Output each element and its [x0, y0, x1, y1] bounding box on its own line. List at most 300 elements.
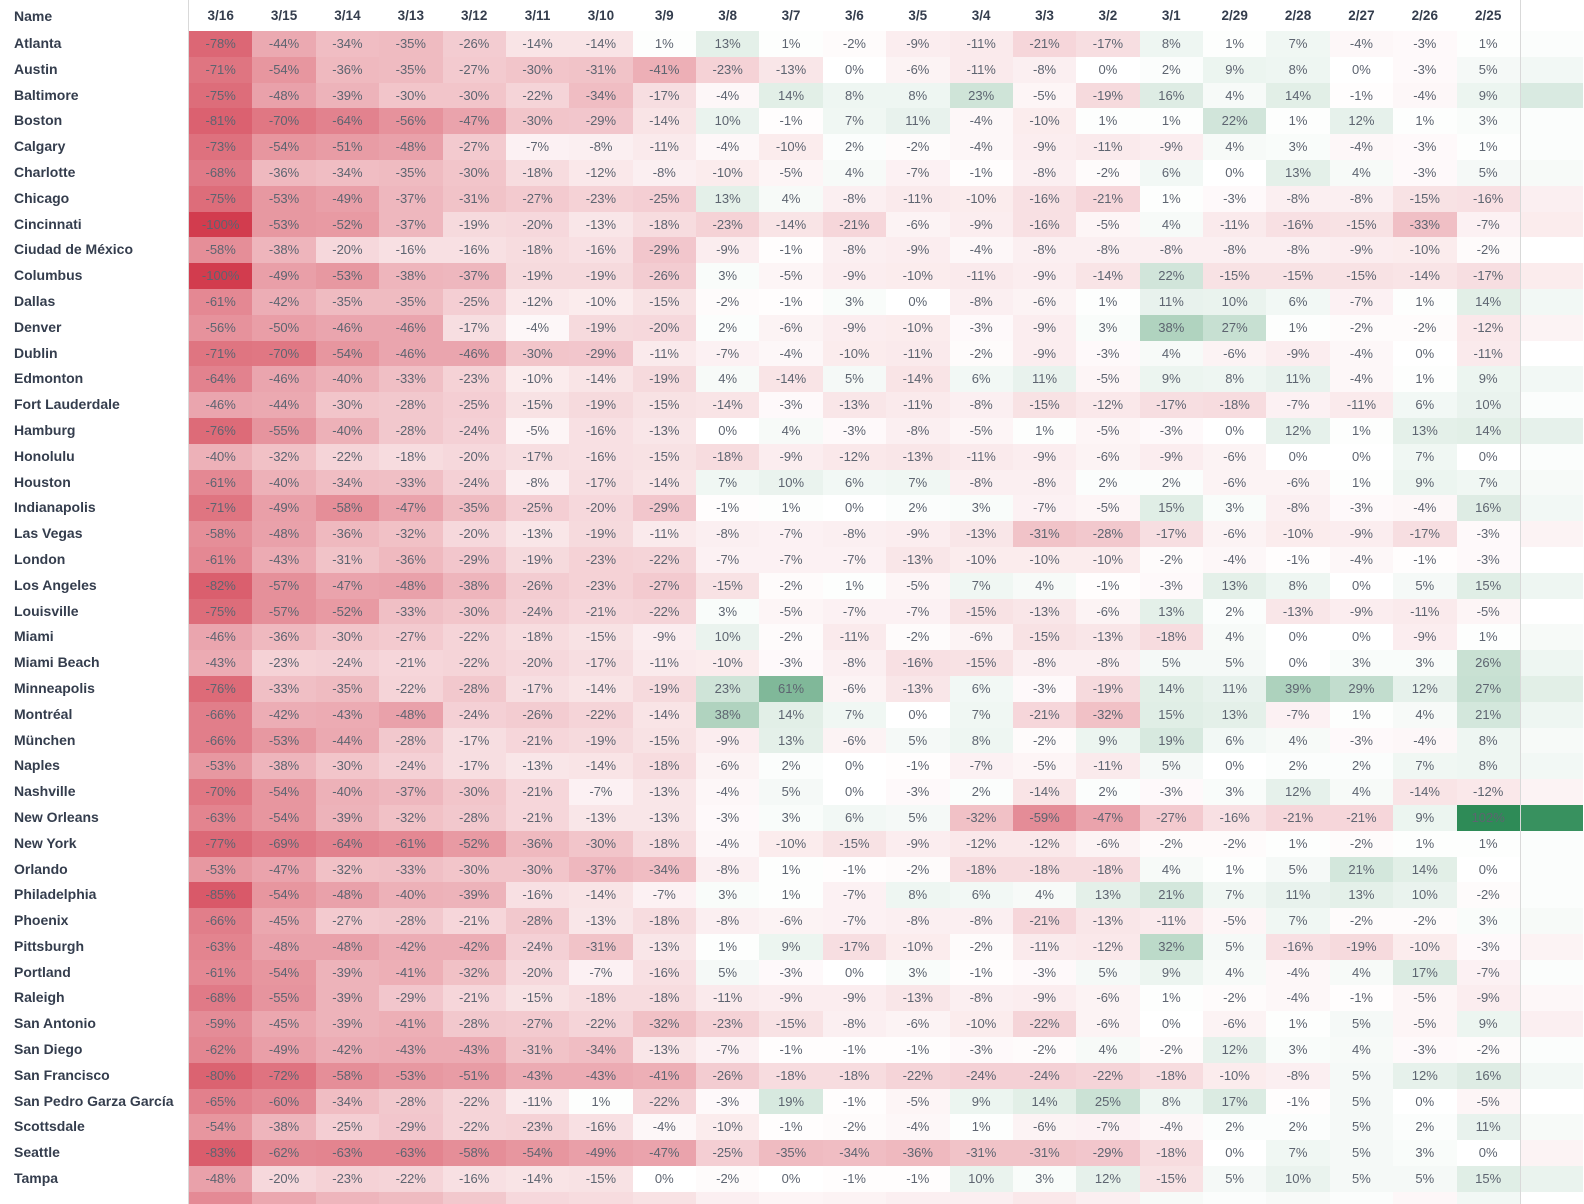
- table-row: [0, 108, 1584, 134]
- heatmap-cell: -28%: [379, 392, 442, 418]
- column-header[interactable]: 3/5: [908, 8, 928, 23]
- heatmap-cell: 12%: [1330, 108, 1393, 134]
- heatmap-cell: -8%: [569, 134, 632, 160]
- heatmap-cell: 3%: [1203, 779, 1266, 805]
- heatmap-cell: -54%: [189, 1114, 252, 1140]
- heatmap-cell: -3%: [1140, 573, 1203, 599]
- heatmap-cell: -25%: [506, 495, 569, 521]
- heatmap-cell: -7%: [1076, 1114, 1139, 1140]
- heatmap-cell: -46%: [379, 341, 442, 367]
- heatmap-cell: 12%: [1266, 418, 1329, 444]
- heatmap-cell: -29%: [443, 547, 506, 573]
- heatmap-cell: 0%: [823, 779, 886, 805]
- heatmap-cell: -3%: [759, 650, 822, 676]
- heatmap-cell: 21%: [1330, 857, 1393, 883]
- heatmap-cell: -13%: [886, 985, 949, 1011]
- heatmap-cell: 3%: [1266, 1037, 1329, 1063]
- heatmap-cell: -30%: [443, 779, 506, 805]
- heatmap-cell: -37%: [379, 186, 442, 212]
- heatmap-cell: -40%: [189, 444, 252, 470]
- column-header[interactable]: 2/25: [1475, 8, 1502, 23]
- heatmap-cell: -35%: [443, 495, 506, 521]
- heatmap-cell: 8%: [1140, 1089, 1203, 1115]
- heatmap-cell: -14%: [569, 882, 632, 908]
- heatmap-cell: -10%: [950, 1011, 1013, 1037]
- heatmap-cell: -31%: [569, 934, 632, 960]
- heatmap-cell: -46%: [379, 315, 442, 341]
- heatmap-cell: 5%: [1330, 1166, 1393, 1192]
- clipped-next-column-cell: [1520, 444, 1583, 470]
- heatmap-cell: -3%: [696, 1089, 759, 1115]
- heatmap-cell: -23%: [696, 212, 759, 238]
- heatmap-cell: -24%: [443, 418, 506, 444]
- heatmap-cell: -54%: [316, 341, 379, 367]
- heatmap-cell: -18%: [633, 212, 696, 238]
- heatmap-cell: -9%: [1140, 134, 1203, 160]
- column-header[interactable]: 3/13: [397, 8, 424, 23]
- table-row: [0, 985, 1584, 1011]
- heatmap-cell: -18%: [1076, 857, 1139, 883]
- column-header[interactable]: 3/3: [1035, 8, 1054, 23]
- heatmap-cell: -3%: [759, 960, 822, 986]
- table-row: [0, 521, 1584, 547]
- column-header[interactable]: 3/2: [1098, 8, 1118, 23]
- heatmap-cell: -10%: [823, 341, 886, 367]
- column-header[interactable]: 2/26: [1411, 8, 1438, 23]
- heatmap-cell: -41%: [379, 1011, 442, 1037]
- column-header[interactable]: 3/11: [524, 8, 551, 23]
- heatmap-cell: -17%: [569, 470, 632, 496]
- heatmap-cell: -4%: [1393, 83, 1456, 109]
- heatmap-cell: [569, 1192, 632, 1204]
- table-row: [0, 805, 1584, 831]
- heatmap-cell: -27%: [1140, 805, 1203, 831]
- heatmap-cell: -11%: [950, 444, 1013, 470]
- heatmap-cell: -16%: [443, 1166, 506, 1192]
- heatmap-cell: -19%: [443, 212, 506, 238]
- clipped-next-column-cell: [1520, 1063, 1583, 1089]
- heatmap-cell: -47%: [252, 857, 315, 883]
- heatmap-cell: -23%: [316, 1166, 379, 1192]
- heatmap-cell: -30%: [506, 341, 569, 367]
- heatmap-cell: 3%: [950, 495, 1013, 521]
- heatmap-cell: 7%: [696, 470, 759, 496]
- heatmap-cell: -42%: [379, 934, 442, 960]
- table-row: [0, 495, 1584, 521]
- heatmap-cell: -71%: [189, 495, 252, 521]
- column-header[interactable]: 2/28: [1284, 8, 1312, 23]
- row-name: Baltimore: [14, 86, 79, 103]
- heatmap-cell: -35%: [379, 31, 442, 57]
- table-row: [0, 728, 1584, 754]
- heatmap-cell: -26%: [506, 573, 569, 599]
- heatmap-cell: 3%: [1393, 1140, 1456, 1166]
- heatmap-cell: -24%: [316, 650, 379, 676]
- heatmap-cell: -20%: [506, 650, 569, 676]
- column-header[interactable]: 3/12: [461, 8, 488, 23]
- heatmap-cell: -21%: [1013, 908, 1076, 934]
- heatmap-cell: -4%: [1330, 366, 1393, 392]
- table-row: [0, 237, 1584, 263]
- heatmap-cell: -3%: [1013, 676, 1076, 702]
- heatmap-cell: -8%: [823, 186, 886, 212]
- heatmap-cell: 4%: [1076, 1037, 1139, 1063]
- heatmap-cell: -31%: [1013, 1140, 1076, 1166]
- clipped-next-column-cell: [1520, 805, 1583, 831]
- heatmap-cell: 21%: [1457, 702, 1520, 728]
- table-row: [0, 1114, 1584, 1140]
- row-name: Honolulu: [14, 447, 75, 464]
- heatmap-cell: -2%: [759, 624, 822, 650]
- row-name: London: [14, 550, 66, 567]
- heatmap-cell: -49%: [569, 1140, 632, 1166]
- heatmap-cell: 9%: [1457, 83, 1520, 109]
- heatmap-cell: -37%: [443, 263, 506, 289]
- heatmap-cell: -18%: [633, 985, 696, 1011]
- heatmap-cell: -5%: [1013, 753, 1076, 779]
- heatmap-cell: 0%: [886, 702, 949, 728]
- heatmap-cell: -9%: [823, 315, 886, 341]
- heatmap-cell: 4%: [1203, 134, 1266, 160]
- heatmap-cell: 12%: [1266, 779, 1329, 805]
- heatmap-cell: 0%: [1393, 1089, 1456, 1115]
- heatmap-cell: 17%: [1393, 960, 1456, 986]
- heatmap-cell: -52%: [443, 831, 506, 857]
- heatmap-cell: -11%: [633, 134, 696, 160]
- heatmap-cell: -51%: [443, 1063, 506, 1089]
- row-name: Montréal: [14, 705, 73, 722]
- heatmap-cell: -16%: [886, 650, 949, 676]
- heatmap-cell: -9%: [886, 521, 949, 547]
- heatmap-cell: -17%: [443, 728, 506, 754]
- heatmap-cell: -58%: [316, 1063, 379, 1089]
- heatmap-cell: -23%: [506, 1114, 569, 1140]
- heatmap-cell: -7%: [823, 599, 886, 625]
- heatmap-cell: -36%: [316, 521, 379, 547]
- heatmap-cell: -27%: [316, 908, 379, 934]
- heatmap-cell: 29%: [1330, 676, 1393, 702]
- heatmap-cell: 1%: [1203, 31, 1266, 57]
- heatmap-cell: -11%: [1076, 753, 1139, 779]
- column-header[interactable]: 2/27: [1348, 8, 1375, 23]
- heatmap-cell: 1%: [1076, 289, 1139, 315]
- clipped-next-column-cell: [1520, 934, 1583, 960]
- heatmap-cell: -23%: [569, 573, 632, 599]
- heatmap-cell: -22%: [1076, 1063, 1139, 1089]
- heatmap-cell: -25%: [696, 1140, 759, 1166]
- heatmap-cell: -34%: [633, 857, 696, 883]
- heatmap-cell: 1%: [696, 934, 759, 960]
- table-row: [0, 676, 1584, 702]
- heatmap-cell: -4%: [1393, 728, 1456, 754]
- heatmap-cell: [1013, 1192, 1076, 1204]
- heatmap-cell: -4%: [1266, 985, 1329, 1011]
- heatmap-cell: 9%: [1393, 805, 1456, 831]
- heatmap-cell: -4%: [1330, 547, 1393, 573]
- heatmap-cell: -4%: [696, 83, 759, 109]
- heatmap-cell: -13%: [1076, 624, 1139, 650]
- heatmap-cell: -12%: [1457, 779, 1520, 805]
- heatmap-cell: -3%: [1393, 1037, 1456, 1063]
- heatmap-cell: -8%: [823, 650, 886, 676]
- heatmap-cell: 27%: [1457, 676, 1520, 702]
- heatmap-cell: -5%: [886, 573, 949, 599]
- heatmap-cell: -13%: [950, 521, 1013, 547]
- heatmap-cell: -19%: [569, 263, 632, 289]
- heatmap-cell: -4%: [950, 108, 1013, 134]
- heatmap-cell: -16%: [1203, 805, 1266, 831]
- table-row: [0, 1037, 1584, 1063]
- heatmap-cell: 0%: [1266, 650, 1329, 676]
- heatmap-cell: -40%: [252, 470, 315, 496]
- heatmap-cell: 5%: [1076, 960, 1139, 986]
- heatmap-cell: -24%: [506, 599, 569, 625]
- row-name: Nashville: [14, 783, 76, 800]
- heatmap-cell: -32%: [316, 857, 379, 883]
- heatmap-cell: -64%: [189, 366, 252, 392]
- heatmap-cell: 13%: [1266, 160, 1329, 186]
- heatmap-cell: -3%: [1330, 728, 1393, 754]
- heatmap-cell: 5%: [1457, 57, 1520, 83]
- heatmap-cell: 8%: [1266, 573, 1329, 599]
- column-header[interactable]: 3/10: [587, 8, 615, 23]
- clipped-next-column-cell: [1520, 599, 1583, 625]
- heatmap-cell: -53%: [252, 186, 315, 212]
- heatmap-cell: -14%: [633, 470, 696, 496]
- heatmap-cell: -8%: [633, 160, 696, 186]
- heatmap-cell: -42%: [316, 1037, 379, 1063]
- heatmap-cell: -12%: [1013, 831, 1076, 857]
- table-row: [0, 263, 1584, 289]
- heatmap-cell: 10%: [696, 624, 759, 650]
- heatmap-cell: -16%: [1266, 934, 1329, 960]
- heatmap-cell: -70%: [189, 779, 252, 805]
- heatmap-cell: 13%: [1076, 882, 1139, 908]
- heatmap-cell: -22%: [379, 1166, 442, 1192]
- heatmap-cell: 0%: [1076, 57, 1139, 83]
- heatmap-cell: -9%: [1457, 985, 1520, 1011]
- heatmap-cell: 1%: [1140, 186, 1203, 212]
- heatmap-cell: -8%: [1266, 237, 1329, 263]
- heatmap-cell: 16%: [1457, 495, 1520, 521]
- heatmap-cell: -22%: [506, 83, 569, 109]
- heatmap-cell: 11%: [1266, 366, 1329, 392]
- heatmap-cell: -28%: [506, 908, 569, 934]
- heatmap-cell: -1%: [1330, 83, 1393, 109]
- row-name: Houston: [14, 473, 71, 490]
- date-column-headers: [189, 8, 1520, 23]
- heatmap-cell: -10%: [759, 831, 822, 857]
- heatmap-cell: -4%: [1330, 31, 1393, 57]
- heatmap-cell: 2%: [1330, 753, 1393, 779]
- heatmap-cell: -7%: [569, 960, 632, 986]
- heatmap-cell: -46%: [189, 624, 252, 650]
- heatmap-cell: -63%: [379, 1140, 442, 1166]
- heatmap-cell: -13%: [569, 212, 632, 238]
- heatmap-cell: 0%: [1457, 444, 1520, 470]
- heatmap-cell: -48%: [316, 882, 379, 908]
- heatmap-cell: 4%: [1013, 573, 1076, 599]
- heatmap-cell: -49%: [252, 495, 315, 521]
- heatmap-cell: 8%: [1457, 753, 1520, 779]
- heatmap-cell: -2%: [886, 624, 949, 650]
- heatmap-cell: -29%: [569, 341, 632, 367]
- column-header[interactable]: 3/7: [781, 8, 801, 23]
- row-name: Los Angeles: [14, 576, 97, 593]
- column-header[interactable]: 3/14: [334, 8, 361, 23]
- heatmap-cell: [443, 1192, 506, 1204]
- column-header[interactable]: 3/1: [1161, 8, 1181, 23]
- heatmap-cell: 23%: [950, 83, 1013, 109]
- heatmap-cell: 4%: [1203, 624, 1266, 650]
- column-header[interactable]: 3/9: [654, 8, 674, 23]
- heatmap-cell: -17%: [1393, 521, 1456, 547]
- heatmap-cell: -6%: [696, 753, 759, 779]
- clipped-next-column-cell: [1520, 624, 1583, 650]
- heatmap-cell: -3%: [1140, 418, 1203, 444]
- heatmap-cell: 0%: [823, 57, 886, 83]
- heatmap-cell: 8%: [1140, 31, 1203, 57]
- heatmap-cell: -37%: [379, 779, 442, 805]
- heatmap-cell: -20%: [316, 237, 379, 263]
- heatmap-cell: -2%: [759, 573, 822, 599]
- heatmap-cell: -10%: [1393, 934, 1456, 960]
- heatmap-cell: [189, 1192, 252, 1204]
- heatmap-cell: -27%: [506, 1011, 569, 1037]
- heatmap-cell: -64%: [316, 108, 379, 134]
- heatmap-cell: -5%: [1203, 908, 1266, 934]
- heatmap-cell: -30%: [506, 108, 569, 134]
- heatmap-cell: 5%: [823, 366, 886, 392]
- heatmap-cell: 7%: [1266, 31, 1329, 57]
- heatmap-cell: -17%: [633, 83, 696, 109]
- column-header[interactable]: 3/16: [207, 8, 234, 23]
- heatmap-cell: 1%: [1457, 134, 1520, 160]
- heatmap-cell: -30%: [443, 160, 506, 186]
- heatmap-cell: 38%: [1140, 315, 1203, 341]
- heatmap-cell: -41%: [633, 1063, 696, 1089]
- heatmap-cell: 1%: [633, 31, 696, 57]
- heatmap-cell: -8%: [696, 521, 759, 547]
- heatmap-cell: 4%: [1393, 702, 1456, 728]
- heatmap-cell: -23%: [696, 1011, 759, 1037]
- heatmap-cell: 6%: [950, 676, 1013, 702]
- table-row: [0, 702, 1584, 728]
- heatmap-cell: -9%: [1013, 315, 1076, 341]
- heatmap-cell: 2%: [1076, 470, 1139, 496]
- column-header[interactable]: 3/8: [718, 8, 738, 23]
- heatmap-cell: -15%: [759, 1011, 822, 1037]
- heatmap-cell: 10%: [1457, 392, 1520, 418]
- heatmap-cell: -15%: [1330, 212, 1393, 238]
- column-header[interactable]: 3/15: [270, 8, 298, 23]
- heatmap-cell: -1%: [950, 960, 1013, 986]
- heatmap-cell: -14%: [696, 392, 759, 418]
- row-name: Portland: [14, 963, 71, 980]
- heatmap-cell: 0%: [1266, 624, 1329, 650]
- heatmap-cell: -21%: [379, 650, 442, 676]
- heatmap-cell: -2%: [1140, 1037, 1203, 1063]
- row-name: Orlando: [14, 860, 68, 877]
- heatmap-cell: 3%: [1266, 134, 1329, 160]
- heatmap-cell: -7%: [1266, 702, 1329, 728]
- heatmap-cell: -34%: [569, 83, 632, 109]
- heatmap-cell: -3%: [886, 779, 949, 805]
- heatmap-cell: 7%: [1266, 908, 1329, 934]
- heatmap-cell: -2%: [1076, 160, 1139, 186]
- heatmap-cell: -14%: [569, 753, 632, 779]
- heatmap-cell: [759, 1192, 822, 1204]
- heatmap-cell: -40%: [379, 882, 442, 908]
- heatmap-cell: -35%: [759, 1140, 822, 1166]
- heatmap-cell: -20%: [506, 212, 569, 238]
- heatmap-cell: -8%: [696, 857, 759, 883]
- heatmap-cell: 8%: [1266, 57, 1329, 83]
- heatmap-cell: -7%: [506, 134, 569, 160]
- heatmap-cell: -14%: [759, 366, 822, 392]
- heatmap-cell: -30%: [316, 624, 379, 650]
- heatmap-cell: 13%: [1330, 882, 1393, 908]
- column-header[interactable]: 2/29: [1221, 8, 1248, 23]
- row-name: New Orleans: [14, 808, 99, 825]
- heatmap-cell: 0%: [823, 753, 886, 779]
- heatmap-cell: -14%: [569, 366, 632, 392]
- heatmap-cell: -8%: [506, 470, 569, 496]
- heatmap-cell: 19%: [759, 1089, 822, 1115]
- heatmap-cell: -15%: [569, 624, 632, 650]
- heatmap-cell: -11%: [1203, 212, 1266, 238]
- clipped-next-column-cell: [1520, 960, 1583, 986]
- heatmap-cell: -12%: [950, 831, 1013, 857]
- column-header[interactable]: 3/6: [845, 8, 864, 23]
- heatmap-cell: 0%: [1140, 1011, 1203, 1037]
- heatmap-cell: -7%: [823, 908, 886, 934]
- heatmap-cell: 1%: [569, 1089, 632, 1115]
- heatmap-cell: -2%: [1393, 908, 1456, 934]
- heatmap-cell: -6%: [823, 676, 886, 702]
- table-row: [0, 57, 1584, 83]
- heatmap-cell: -9%: [1393, 624, 1456, 650]
- heatmap-cell: -8%: [1013, 470, 1076, 496]
- heatmap-cell: 1%: [823, 573, 886, 599]
- heatmap-cell: -11%: [950, 263, 1013, 289]
- heatmap-cell: -6%: [1013, 1114, 1076, 1140]
- heatmap-cell: -49%: [252, 1037, 315, 1063]
- heatmap-cell: -6%: [1203, 341, 1266, 367]
- column-header[interactable]: 3/4: [971, 8, 991, 23]
- heatmap-cell: -29%: [569, 108, 632, 134]
- heatmap-cell: -9%: [696, 728, 759, 754]
- clipped-next-column-cell: [1520, 831, 1583, 857]
- heatmap-cell: -12%: [1076, 934, 1139, 960]
- heatmap-cell: -38%: [252, 1114, 315, 1140]
- heatmap-cell: -9%: [1013, 134, 1076, 160]
- heatmap-cell: -61%: [379, 831, 442, 857]
- heatmap-cell: -14%: [569, 676, 632, 702]
- heatmap-cell: -61%: [189, 289, 252, 315]
- table-row: [0, 599, 1584, 625]
- heatmap-cell: -8%: [823, 521, 886, 547]
- heatmap-cell: -43%: [252, 547, 315, 573]
- heatmap-cell: -61%: [189, 470, 252, 496]
- table-body: [0, 31, 1584, 1204]
- heatmap-cell: -9%: [633, 624, 696, 650]
- clipped-next-column-cell: [1520, 650, 1583, 676]
- heatmap-cell: -28%: [379, 1089, 442, 1115]
- heatmap-cell: -44%: [252, 392, 315, 418]
- heatmap-cell: -6%: [1076, 831, 1139, 857]
- heatmap-cell: -2%: [886, 134, 949, 160]
